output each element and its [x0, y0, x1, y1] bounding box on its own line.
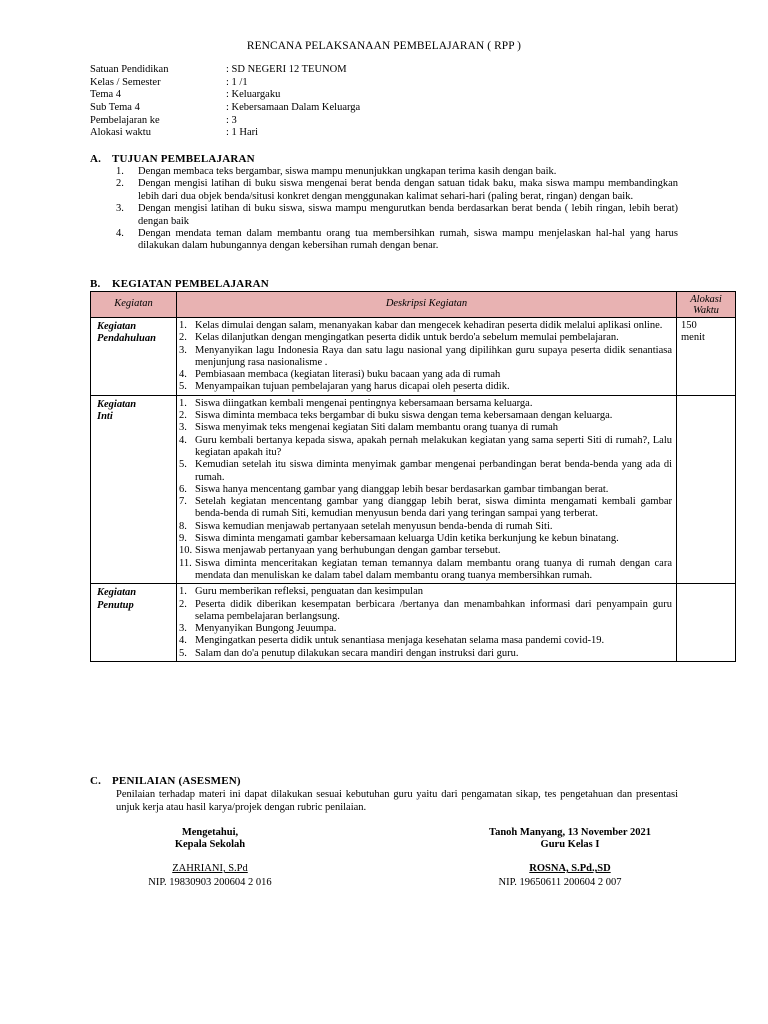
signature-left-nip: NIP. 19830903 200604 2 016 — [148, 877, 272, 888]
section-letter: A. — [90, 153, 102, 165]
identity-row — [90, 127, 690, 140]
kegiatan-description — [177, 395, 677, 583]
section-title: PENILAIAN (ASESMEN) — [112, 775, 241, 787]
step-number: 6. — [179, 483, 187, 495]
step-item — [179, 459, 672, 484]
kegiatan-name-line1: Kegiatan — [97, 587, 137, 599]
step-number: 5. — [179, 647, 187, 659]
signature-left-name: ZAHRIANI, S.Pd — [172, 863, 248, 874]
section-b-heading — [90, 278, 269, 290]
step-item — [179, 369, 672, 381]
identity-label: Tema 4 — [90, 89, 122, 101]
item-text: Dengan membaca teks bergambar, siswa mampu menunjukkan ungkapan terima kasih dengan baik. — [138, 166, 557, 177]
signature-right-name-block — [450, 863, 690, 875]
alokasi-unit: menit — [681, 332, 705, 344]
identity-row — [90, 64, 690, 77]
section-a-heading — [90, 153, 255, 165]
step-text: Siswa diingatkan kembali mengenai pentingnya kebersamaan bersama keluarga. — [195, 397, 533, 409]
step-number: 2. — [179, 410, 187, 422]
step-text: Salam dan do'a penutup dilakukan secara mandiri dengan instruksi dari guru. — [195, 647, 519, 659]
step-number: 3. — [179, 623, 187, 635]
step-text: Siswa diminta menceritakan kegiatan teman temannya dalam membantu orang tuanya di rumah dengan cara mendata dan menuliskan ke dalam tabel dalam membantu orang tuanya membersihkan rumah. — [195, 557, 672, 581]
step-item — [179, 435, 672, 460]
step-item — [179, 496, 672, 521]
step-item — [179, 320, 672, 332]
step-item — [179, 345, 672, 370]
kegiatan-name-line2: Pendahuluan — [97, 333, 156, 345]
step-text: Peserta didik diberikan kesempatan berbicara /bertanya dan menambahkan informasi dari penyampain guru selama pembelajaran berlangsung. — [195, 598, 672, 622]
step-number: 4. — [179, 369, 187, 381]
section-title: TUJUAN PEMBELAJARAN — [112, 153, 255, 165]
alokasi-waktu — [677, 395, 736, 583]
step-text: Menyanyikan Bungong Jeuumpa. — [195, 623, 337, 635]
identity-row — [90, 102, 690, 115]
alokasi-waktu — [677, 584, 736, 662]
header-deskripsi: Deskripsi Kegiatan — [177, 292, 677, 318]
step-number: 3. — [179, 422, 187, 434]
step-item — [179, 558, 672, 583]
step-item — [179, 586, 672, 598]
identity-label: Pembelajaran ke — [90, 114, 160, 126]
step-number: 1. — [179, 586, 187, 598]
identity-block — [90, 64, 690, 140]
kegiatan-description — [177, 584, 677, 662]
item-number: 4. — [116, 228, 124, 240]
step-number: 8. — [179, 520, 187, 532]
step-text: Siswa hanya mencentang gambar yang dianggap lebih besar berdasarkan gambar timbangan berat. — [195, 483, 609, 495]
step-number: 3. — [179, 344, 187, 356]
step-number: 10. — [179, 545, 193, 557]
identity-label: Sub Tema 4 — [90, 102, 140, 114]
signature-left-name-block — [110, 863, 310, 875]
step-item — [179, 410, 672, 422]
header-kegiatan: Kegiatan — [91, 292, 177, 318]
step-text: Kelas dilanjutkan dengan mengingatkan peserta didik untuk berdo'a sebelum memulai pembelajaran. — [195, 332, 619, 344]
item-number: 1. — [116, 166, 124, 177]
step-number: 2. — [179, 598, 187, 610]
step-number: 2. — [179, 332, 187, 344]
tujuan-list — [116, 166, 678, 253]
identity-value: : SD NEGERI 12 TEUNOM — [226, 64, 347, 75]
step-text: Guru kembali bertanya kepada siswa, apakah pernah melakukan kegiatan yang sama seperti Siti di rumah?, Lalu kegiatan apakah itu? — [195, 434, 672, 458]
identity-label: Satuan Pendidikan — [90, 64, 169, 75]
step-text: Siswa diminta mengamati gambar kebersamaan keluarga Udin ketika berkunjung ke kebun binatang. — [195, 533, 619, 545]
step-item — [179, 398, 672, 410]
alokasi-value: 150 — [681, 320, 697, 331]
table-row — [91, 584, 736, 662]
step-text: Siswa menyimak teks mengenai kegiatan Siti dalam membantu orang tuanya di rumah — [195, 422, 559, 434]
section-c-heading — [90, 775, 241, 787]
identity-value: : 3 — [226, 114, 237, 126]
table-row — [91, 395, 736, 583]
step-number: 5. — [179, 381, 187, 393]
kegiatan-name-line1: Kegiatan — [97, 321, 137, 332]
step-number: 4. — [179, 434, 187, 446]
step-number: 5. — [179, 459, 187, 471]
step-number: 1. — [179, 320, 187, 331]
identity-row — [90, 115, 690, 128]
list-item — [116, 178, 678, 203]
signature-left — [110, 827, 310, 852]
signature-left-line1: Mengetahui, — [181, 827, 239, 838]
item-number: 2. — [116, 178, 124, 190]
signature-right-line2: Guru Kelas I — [540, 839, 600, 851]
kegiatan-name-line2: Inti — [97, 411, 113, 423]
header-alokasi — [677, 292, 736, 318]
signature-right — [450, 827, 690, 852]
signature-right-nip-block — [450, 877, 670, 889]
step-text: Siswa diminta membaca teks bergambar di buku siswa dengan tema kebersamaan dengan keluarga. — [195, 410, 613, 422]
step-text: Siswa menjawab pertanyaan yang berhubungan dengan gambar tersebut. — [195, 545, 501, 557]
step-text: Pembiasaan membaca (kegiatan literasi) buku bacaan yang ada di rumah — [195, 369, 501, 381]
table-header-row — [91, 292, 736, 318]
step-number: 1. — [179, 397, 187, 409]
step-item — [179, 533, 672, 545]
penilaian-text: Penilaian terhadap materi ini dapat dilakukan sesuai kebutuhan guru yaitu dari pengamatan sikap, tes pengetahuan dan presentasi unjuk kerja atau hasil karya/projek dengan rubric penilaian. — [116, 789, 678, 813]
identity-value: : 1 /1 — [226, 76, 248, 88]
signature-right-name: ROSNA, S.Pd.,SD — [529, 863, 611, 874]
step-text: Kelas dimulai dengan salam, menanyakan kabar dan mengecek kehadiran peserta didik melalui aplikasi online. — [195, 320, 663, 331]
identity-label: Kelas / Semester — [90, 76, 161, 88]
kegiatan-name — [91, 584, 177, 662]
kegiatan-name — [91, 395, 177, 583]
step-text: Mengingatkan peserta didik untuk senantiasa menjaga kesehatan selama masa pandemi covid-19. — [195, 635, 605, 647]
alokasi-waktu — [677, 318, 736, 396]
step-item — [179, 635, 672, 647]
step-item — [179, 484, 672, 496]
header-alokasi-line2: Waktu — [693, 304, 719, 316]
identity-label: Alokasi waktu — [90, 127, 151, 139]
document-title: RENCANA PELAKSANAAN PEMBELAJARAN ( RPP ) — [246, 40, 522, 52]
step-number: 4. — [179, 635, 187, 647]
list-item — [116, 203, 678, 228]
list-item — [116, 166, 678, 178]
step-item — [179, 623, 672, 635]
kegiatan-name — [91, 318, 177, 396]
step-item — [179, 599, 672, 624]
step-item — [179, 332, 672, 344]
kegiatan-description — [177, 318, 677, 396]
step-item — [179, 422, 672, 434]
step-text: Menyampaikan tujuan pembelajaran yang harus dicapai oleh peserta didik. — [195, 381, 510, 393]
step-text: Menyanyikan lagu Indonesia Raya dan satu lagu nasional yang dipilihkan guru supaya peserta didik senantiasa menjunjung rasa nasionalisme . — [195, 344, 672, 368]
step-number: 9. — [179, 533, 187, 545]
section-letter: C. — [90, 775, 102, 787]
list-item — [116, 228, 678, 253]
kegiatan-name-line1: Kegiatan — [97, 398, 137, 410]
signature-right-nip: NIP. 19650611 200604 2 007 — [498, 877, 622, 888]
identity-row — [90, 89, 690, 102]
step-text: Siswa kemudian menjawab pertanyaan setelah menyusun benda-benda di rumah Siti. — [195, 520, 553, 532]
header-alokasi-line1: Alokasi — [690, 293, 722, 305]
identity-row — [90, 77, 690, 90]
signature-right-line1: Tanoh Manyang, 13 November 2021 — [489, 827, 651, 838]
signature-left-line2: Kepala Sekolah — [174, 839, 246, 851]
item-number: 3. — [116, 203, 124, 215]
item-text: Dengan mengisi latihan di buku siswa, siswa mampu mengurutkan benda berdasarkan berat benda ( lebih ringan, lebih berat) dengan baik — [138, 203, 678, 227]
identity-value: : Keluargaku — [226, 89, 281, 101]
step-text: Kemudian setelah itu siswa diminta menyimak gambar mengenai perbandingan berat benda-benda yang ada di rumah. — [195, 459, 672, 483]
table-row — [91, 318, 736, 396]
step-item — [179, 381, 672, 393]
item-text: Dengan mengisi latihan di buku siswa mengenai berat benda dengan satuan tidak baku, maka siswa mampu membandingkan lebih dari dua objek benda/situsi konkret dengan menggunakan kalimat sehari-hari (paling berat, ringan) dengan baik. — [138, 178, 678, 202]
section-title: KEGIATAN PEMBELAJARAN — [112, 278, 269, 290]
signature-left-nip-block — [110, 877, 310, 889]
item-text: Dengan mendata teman dalam membantu orang tua membersihkan rumah, siswa mampu menjelaskan hal-hal yang harus dilakukan dalam hubungannya dengan kebersihan rumah dengan benar. — [138, 228, 678, 252]
step-text: Guru memberikan refleksi, penguatan dan kesimpulan — [195, 586, 424, 598]
step-item — [179, 545, 672, 557]
step-item — [179, 521, 672, 533]
kegiatan-name-line2: Penutup — [97, 599, 134, 611]
step-number: 11. — [179, 557, 192, 569]
kegiatan-table — [90, 291, 736, 662]
identity-value: : Kebersamaan Dalam Keluarga — [226, 102, 361, 114]
section-letter: B. — [90, 278, 101, 290]
step-item — [179, 648, 672, 660]
identity-value: : 1 Hari — [226, 127, 259, 139]
step-text: Setelah kegiatan mencentang gambar yang dianggap lebih berat, siswa diminta mengamati kembali gambar benda-benda di rumah Siti, kemudian menyusun benda dari yang teringan sampai yang terberat. — [195, 496, 672, 520]
step-number: 7. — [179, 496, 187, 508]
